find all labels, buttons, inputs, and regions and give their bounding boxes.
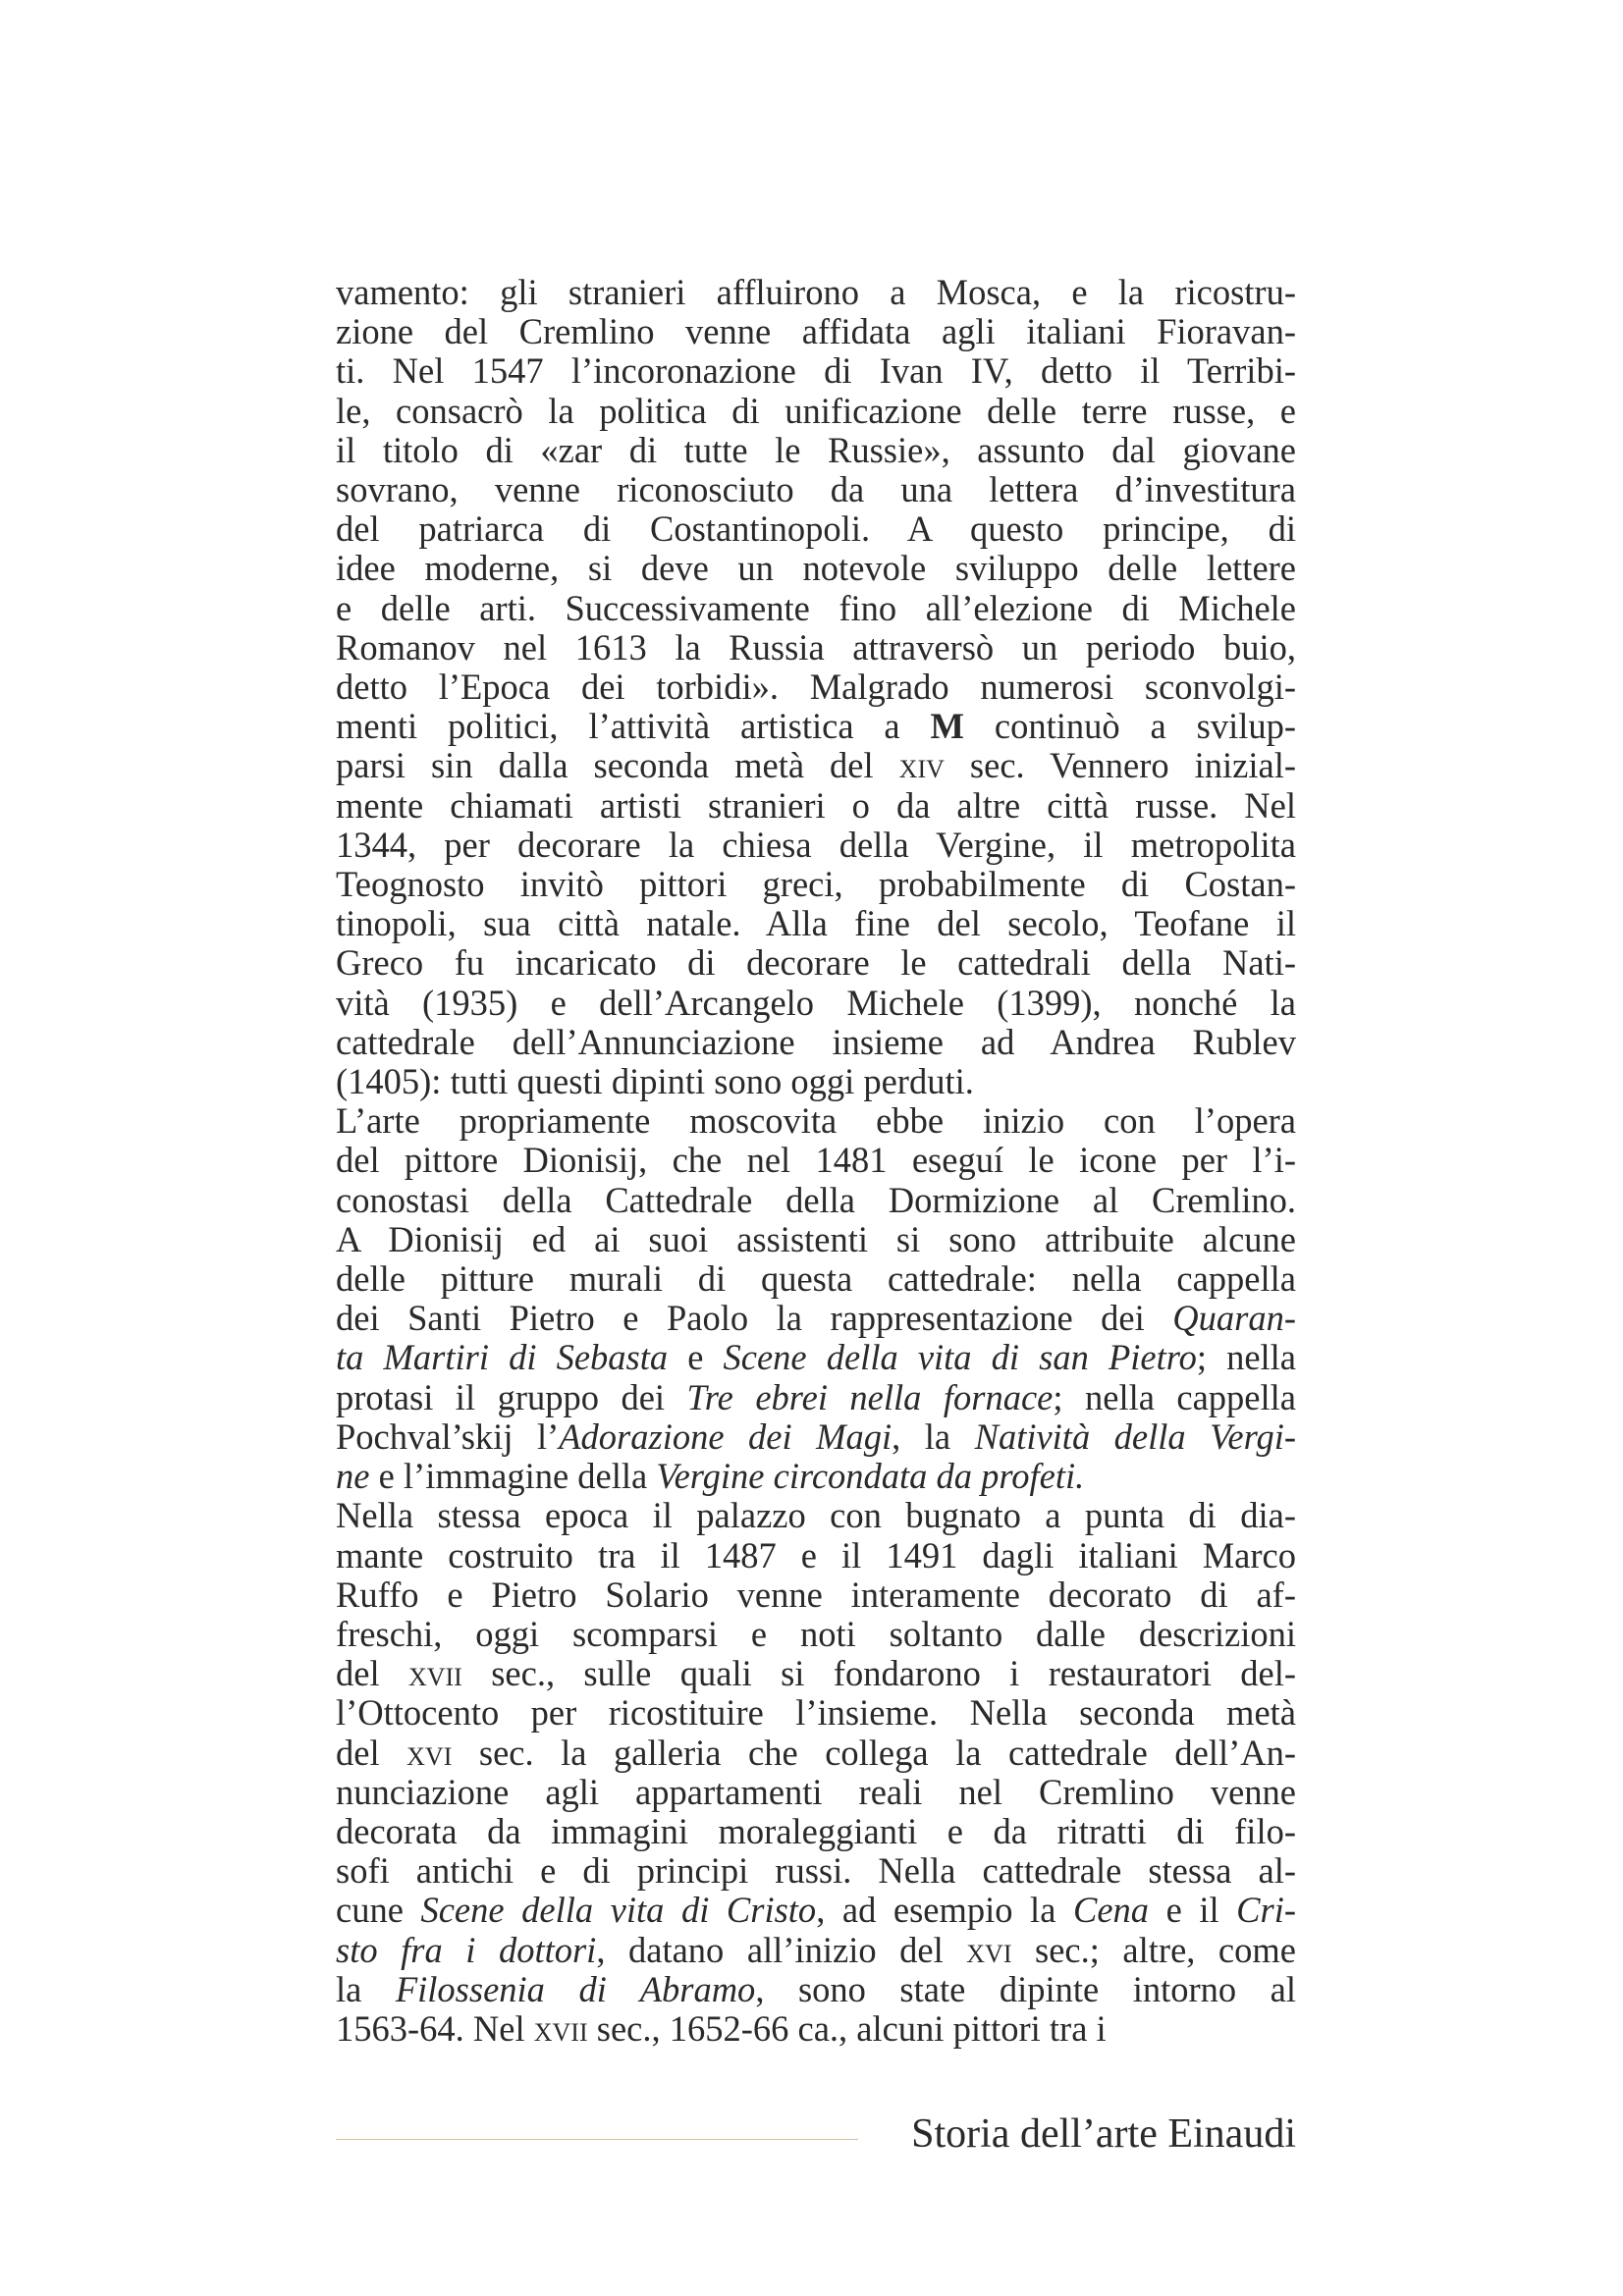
text-line	[336, 826, 1296, 865]
text-line	[336, 1970, 1296, 2009]
text-line	[336, 1773, 1296, 1812]
text-run: sec., sulle quali si fondarono i restauratori del-	[461, 1653, 1296, 1694]
italic-title: sto fra i dottori	[336, 1929, 597, 1970]
italic-title: ta Martiri di Sebasta	[336, 1337, 669, 1378]
century-numeral: xvii	[533, 2007, 588, 2049]
italic-title: Filossenia di Abramo	[395, 1968, 756, 2009]
italic-title: ne	[336, 1456, 370, 1497]
text-line	[336, 1615, 1296, 1654]
text-line	[336, 746, 1296, 785]
text-run: sec.; altre, come	[1011, 1929, 1296, 1970]
text-run: delle pitture murali di questa cattedrale: nella cappella	[336, 1258, 1296, 1300]
text-run: A Dionisij ed ai suoi assistenti si sono attribuite alcune	[336, 1218, 1296, 1259]
text-run: continuò a svilup-	[963, 706, 1297, 747]
text-line	[336, 549, 1296, 588]
text-run: sec. la galleria che collega la cattedrale dell’An-	[452, 1732, 1297, 1773]
text-line	[336, 667, 1296, 707]
text-run: e il	[1149, 1890, 1237, 1931]
text-line	[336, 904, 1296, 943]
text-line	[336, 1812, 1296, 1851]
text-run: Greco fu incaricato di decorare le cattedrali della Nati-	[336, 942, 1296, 984]
text-line	[336, 1417, 1296, 1457]
text-run: sovrano, venne riconosciuto da una lettera d’investitura	[336, 469, 1296, 510]
text-run: del	[336, 1653, 408, 1694]
footer-rule	[336, 2139, 858, 2140]
text-line	[336, 2009, 1296, 2049]
text-run: tinopoli, sua città natale. Alla fine del secolo, Teofane il	[336, 903, 1296, 944]
text-line	[336, 865, 1296, 904]
text-run: , datano all’inizio del	[596, 1929, 967, 1970]
text-run: sofi antichi e di principi russi. Nella cattedrale stessa al-	[336, 1850, 1296, 1892]
text-line	[336, 431, 1296, 470]
italic-title: Tre ebrei nella fornace	[686, 1376, 1054, 1417]
text-run: mente chiamati artisti stranieri o da altre città russe. Nel	[336, 784, 1296, 826]
text-run: conostasi della Cattedrale della Dormizione al Cremlino.	[336, 1179, 1296, 1220]
text-run: 1563-64. Nel	[336, 2007, 534, 2049]
text-run: , la	[892, 1415, 975, 1457]
italic-title: Scene della vita di Cristo	[420, 1890, 817, 1931]
text-line	[336, 1734, 1296, 1773]
text-line	[336, 1931, 1296, 1970]
text-line	[336, 1181, 1296, 1220]
text-run: protasi il gruppo dei	[336, 1376, 687, 1417]
text-run: menti politici, l’attività artistica a	[336, 706, 931, 747]
text-line	[336, 1023, 1296, 1062]
text-line	[336, 1851, 1296, 1891]
italic-title: Cena	[1072, 1890, 1150, 1931]
text-line	[336, 1891, 1296, 1930]
text-run: cune	[336, 1890, 421, 1931]
text-line	[336, 1062, 1296, 1101]
italic-title: Adorazione dei Magi	[559, 1415, 893, 1457]
century-numeral: xiv	[898, 745, 945, 786]
text-run: decorata da immagini moraleggianti e da ritratti di filo-	[336, 1810, 1296, 1851]
text-run: e delle arti. Successivamente fino all’elezione di Michele	[336, 587, 1296, 628]
text-run: , sono state dipinte intorno al	[755, 1968, 1296, 2009]
text-run: e l’immagine della	[369, 1456, 657, 1497]
text-line	[336, 1654, 1296, 1693]
text-run: mante costruito tra il 1487 e il 1491 dagli italiani Marco	[336, 1534, 1296, 1575]
text-run: l’Ottocento per ricostituire l’insieme. Nella seconda metà	[336, 1692, 1296, 1734]
bold-abbrev: M	[930, 706, 964, 747]
text-run: del	[336, 1732, 407, 1773]
text-run: vità (1935) e dell’Arcangelo Michele (1399), nonché la	[336, 982, 1296, 1023]
text-line	[336, 1693, 1296, 1733]
text-run: del pittore Dionisij, che nel 1481 eseguí le icone per l’i-	[336, 1140, 1296, 1181]
text-line	[336, 707, 1296, 746]
text-run: le, consacrò la politica di unificazione delle terre russe, e	[336, 390, 1296, 431]
text-run: 1344, per decorare la chiesa della Vergine, il metropolita	[336, 824, 1296, 865]
italic-title: Quaran-	[1172, 1298, 1296, 1339]
text-line	[336, 943, 1296, 983]
text-line	[336, 589, 1296, 628]
text-line	[336, 984, 1296, 1023]
text-line	[336, 1378, 1296, 1417]
text-run: il titolo di «zar di tutte le Russie», assunto dal giovane	[336, 429, 1296, 470]
text-line	[336, 1457, 1296, 1496]
text-line	[336, 1575, 1296, 1615]
italic-title: Vergine circondata da profeti.	[656, 1456, 1085, 1497]
paragraph	[336, 1496, 1296, 2049]
text-run: Nella stessa epoca il palazzo con bugnato a punta di dia-	[336, 1495, 1296, 1536]
text-line	[336, 628, 1296, 667]
text-line	[336, 273, 1296, 312]
text-run: detto l’Epoca dei torbidi». Malgrado numerosi sconvolgi-	[336, 667, 1296, 708]
text-run: L’arte propriamente moscovita ebbe inizio con l’opera	[336, 1100, 1296, 1142]
text-run: Teognosto invitò pittori greci, probabilmente di Costan-	[336, 864, 1296, 905]
italic-title: Scene della vita di san Pietro	[723, 1337, 1197, 1378]
text-run: cattedrale dell’Annunciazione insieme ad Andrea Rublev	[336, 1021, 1296, 1062]
text-run: sec. Vennero inizial-	[944, 745, 1297, 786]
paragraph	[336, 273, 1296, 1101]
body-text	[336, 273, 1296, 2049]
text-line	[336, 1536, 1296, 1575]
text-run: Romanov nel 1613 la Russia attraversò un periodo buio,	[336, 626, 1296, 667]
text-run: parsi sin dalla seconda metà del	[336, 745, 899, 786]
text-line	[336, 509, 1296, 549]
text-run: la	[336, 1968, 396, 2009]
century-numeral: xvi	[406, 1732, 453, 1773]
text-run: sec., 1652-66 ca., alcuni pittori tra i	[587, 2007, 1107, 2049]
text-line	[336, 1338, 1296, 1377]
text-line	[336, 1101, 1296, 1141]
text-run: nunciazione agli appartamenti reali nel Cremlino venne	[336, 1771, 1296, 1812]
text-run: idee moderne, si deve un notevole sviluppo delle lettere	[336, 548, 1296, 589]
century-numeral: xvii	[407, 1653, 462, 1694]
century-numeral: xvi	[966, 1929, 1012, 1970]
text-run: ; nella cappella	[1053, 1376, 1296, 1417]
text-run: Pochval’skij l’	[336, 1415, 560, 1457]
text-run: dei Santi Pietro e Paolo la rappresentazione dei	[336, 1298, 1173, 1339]
text-run: freschi, oggi scomparsi e noti soltanto dalle descrizioni	[336, 1613, 1296, 1654]
text-line	[336, 1496, 1296, 1535]
text-run: (1405): tutti questi dipinti sono oggi perduti.	[336, 1061, 974, 1102]
italic-title: Cri-	[1236, 1890, 1297, 1931]
text-line	[336, 1259, 1296, 1299]
text-run: ti. Nel 1547 l’incoronazione di Ivan IV, detto il Terribi-	[336, 350, 1296, 392]
text-run: e	[668, 1337, 724, 1378]
text-line	[336, 1141, 1296, 1180]
italic-title: Natività della Vergi-	[974, 1415, 1296, 1457]
text-line	[336, 786, 1296, 826]
text-line	[336, 470, 1296, 509]
text-line	[336, 312, 1296, 351]
text-run: , ad esempio la	[816, 1890, 1073, 1931]
text-run: ; nella	[1196, 1337, 1297, 1378]
text-run: del patriarca di Costantinopoli. A questo principe, di	[336, 508, 1296, 550]
text-run: vamento: gli stranieri affluirono a Mosca, e la ricostru-	[336, 272, 1296, 312]
paragraph	[336, 1101, 1296, 1496]
footer-title: Storia dell’arte Einaudi	[911, 2111, 1296, 2157]
text-run: zione del Cremlino venne affidata agli italiani Fioravan-	[336, 311, 1296, 352]
text-line	[336, 1220, 1296, 1259]
text-line	[336, 351, 1296, 391]
text-run: Ruffo e Pietro Solario venne interamente decorato di af-	[336, 1574, 1296, 1615]
text-line	[336, 1299, 1296, 1338]
text-line	[336, 392, 1296, 431]
